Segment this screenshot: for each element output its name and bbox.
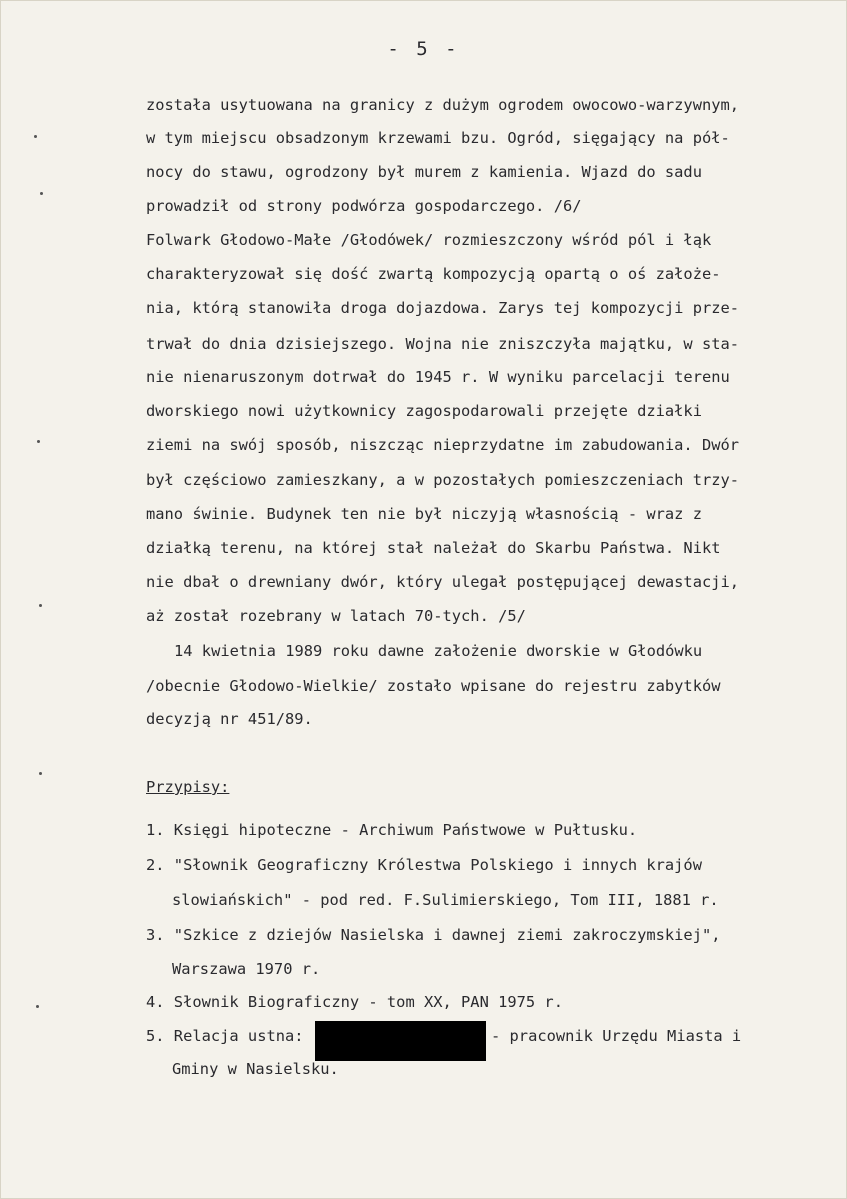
body-line: nie nienaruszonym dotrwał do 1945 r. W wyniku parcelacji terenu — [146, 368, 730, 386]
body-line: Folwark Głodowo-Małe /Głodówek/ rozmieszczony wśród pól i łąk — [146, 231, 712, 249]
body-line: /obecnie Głodowo-Wielkie/ zostało wpisane do rejestru zabytków — [146, 677, 721, 695]
body-line: nocy do stawu, ogrodzony był murem z kamienia. Wjazd do sadu — [146, 163, 702, 181]
footnote-item: slowiańskich" - pod red. F.Sulimierskiego, Tom III, 1881 r. — [172, 891, 719, 909]
footnote-item: 3. "Szkice z dziejów Nasielska i dawnej ziemi zakroczymskiej", — [146, 926, 721, 944]
footnote-item: 1. Księgi hipoteczne - Archiwum Państwowe w Pułtusku. — [146, 821, 638, 839]
body-line: prowadził od strony podwórza gospodarczego. /6/ — [146, 197, 582, 215]
footnote-item: 2. "Słownik Geograficzny Królestwa Polskiego i innych krajów — [146, 856, 702, 874]
body-line: aż został rozebrany w latach 70-tych. /5/ — [146, 607, 526, 625]
body-line: nie dbał o drewniany dwór, który ulegał postępującej dewastacji, — [146, 573, 740, 591]
body-line: została usytuowana na granicy z dużym ogrodem owocowo-warzywnym, — [146, 96, 740, 114]
body-line: w tym miejscu obsadzonym krzewami bzu. Ogród, sięgający na pół- — [146, 129, 730, 147]
body-line: działką terenu, na której stał należał do Skarbu Państwa. Nikt — [146, 539, 721, 557]
body-line: nia, którą stanowiła droga dojazdowa. Zarys tej kompozycji prze- — [146, 299, 740, 317]
body-line: ziemi na swój sposób, niszcząc nieprzydatne im zabudowania. Dwór — [146, 436, 740, 454]
footnote-item: Gminy w Nasielsku. — [172, 1060, 339, 1078]
footnote-item: 5. Relacja ustna: — [146, 1027, 304, 1045]
page-number: - 5 - — [387, 38, 460, 60]
footnotes-heading: Przypisy: — [146, 778, 230, 796]
body-line: decyzją nr 451/89. — [146, 710, 313, 728]
scan-speck — [39, 772, 42, 775]
footnote-item: 4. Słownik Biograficzny - tom XX, PAN 1975 r. — [146, 993, 563, 1011]
body-line: mano świnie. Budynek ten nie był niczyją własnością - wraz z — [146, 505, 702, 523]
body-line: dworskiego nowi użytkownicy zagospodarowali przejęte działki — [146, 402, 702, 420]
body-line: trwał do dnia dzisiejszego. Wojna nie zniszczyła majątku, w sta- — [146, 335, 740, 353]
scan-speck — [37, 440, 40, 443]
scan-speck — [36, 1005, 39, 1008]
scan-speck — [40, 192, 43, 195]
body-line: był częściowo zamieszkany, a w pozostałych pomieszczeniach trzy- — [146, 471, 740, 489]
scan-speck — [39, 604, 42, 607]
footnote-item: Warszawa 1970 r. — [172, 960, 321, 978]
scan-speck — [34, 135, 37, 138]
body-line: 14 kwietnia 1989 roku dawne założenie dworskie w Głodówku — [174, 642, 703, 660]
body-line: charakteryzował się dość zwartą kompozycją opartą o oś założe- — [146, 265, 721, 283]
footnote-item: - pracownik Urzędu Miasta i — [491, 1027, 742, 1045]
redaction-box — [315, 1021, 486, 1061]
